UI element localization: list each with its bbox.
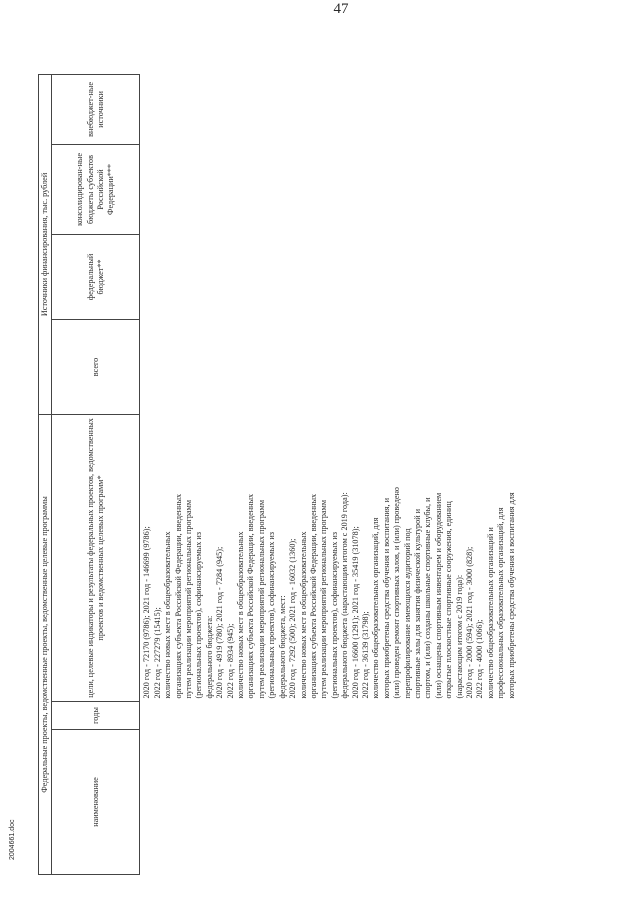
body-line: профессиональных образовательных организаций, для: [496, 507, 506, 699]
body-line: путем реализации мероприятий региональных программ: [184, 500, 194, 699]
col-consolidated-header: консолидирован-ные бюджеты субъектов Российской Федерации***: [52, 144, 140, 234]
body-line: (или) оснащены спортивным инвентарем и оборудованием: [433, 492, 443, 699]
goals-text-cell: [140, 74, 519, 701]
col-federal-header: федеральный бюджет**: [52, 234, 140, 319]
body-line: путем реализации мероприятий региональных программ: [256, 500, 266, 699]
header-group-left: Федеральные проекты, ведомственные проекты, ведомственные целевые программы: [39, 414, 52, 874]
body-line: (нарастающим итогом с 2019 года):: [454, 574, 464, 699]
body-line: перепрофилирование имеющихся аудиторий под: [402, 528, 412, 699]
body-line: количество новых мест в общеобразовательных: [163, 531, 173, 699]
body-line: 2022 год - 36139 (31798);: [360, 611, 370, 699]
header-group-row: [39, 74, 52, 874]
body-line: спортом, и (или) созданы школьные спортивные клубы, и: [423, 497, 433, 699]
body-row: [140, 74, 519, 874]
body-line: федерального бюджета, мест:: [277, 595, 287, 699]
body-line: (или) проведен ремонт спортивных залов, и (или) проведено: [392, 487, 402, 699]
body-line: количество общеобразовательных организаций и: [485, 527, 495, 699]
body-line: 2022 год - 8934 (945);: [225, 623, 235, 699]
body-line: 2020 год - 7292 (500); 2021 год - 16032 (1360);: [288, 538, 298, 699]
financing-table: [38, 74, 519, 875]
body-line: 2020 год - 4919 (780); 2021 год - 7284 (945);: [215, 546, 225, 699]
body-line: (региональных проектов), софинансируемых из: [329, 531, 339, 699]
body-line: (региональных проектов), софинансируемых из: [267, 531, 277, 699]
col-years-header: годы: [52, 702, 140, 730]
years-cell: [140, 702, 519, 730]
col-name-header: наименование: [52, 730, 140, 875]
footer-doc-code: 2004661.doc: [9, 819, 16, 860]
body-line: открытые плоскостные спортивные сооружения, единиц: [444, 501, 454, 699]
col-extra-header: внебюджет-ные источники: [52, 74, 140, 144]
body-line: (региональных проектов), софинансируемых из: [194, 531, 204, 699]
body-line: федерального бюджета (нарастающим итогом с 2019 года):: [340, 492, 350, 699]
body-line: 2022 год - 4000 (1066);: [475, 619, 485, 699]
body-line: количество новых мест в общеобразовательных: [298, 531, 308, 699]
body-line: организациях субъекта Российской Федерации, введенных: [246, 493, 256, 699]
body-line: 2020 год - 2000 (594); 2021 год - 3000 (828);: [465, 546, 474, 699]
body-line: 2020 год - 72170 (9786); 2021 год - 146699 (9786);: [142, 526, 152, 699]
body-line: федерального бюджета:: [204, 615, 214, 699]
page-number: 47: [333, 1, 349, 17]
body-line: организациях субъекта Российской Федерации, введенных: [308, 493, 318, 699]
body-line: 2022 год - 227279 (15415);: [152, 607, 162, 699]
header-columns-row: [52, 74, 140, 874]
header-group-right: Источники финансирования, тыс. рублей: [39, 74, 52, 414]
col-total-header: всего: [52, 319, 140, 414]
name-cell: [140, 730, 519, 875]
col-goals-header: цели, целевые индикаторы и результаты федеральных проектов, ведомственных проектов и ведомственных целевых программ*: [52, 414, 140, 701]
body-line: которых приобретены средства обучения и воспитания, и: [381, 497, 391, 699]
body-line: количество новых мест в общеобразовательных: [236, 531, 246, 699]
body-line: количество общеобразовательных организаций, для: [371, 517, 381, 699]
body-line: организациях субъекта Российской Федерации, введенных: [173, 493, 183, 699]
body-line: спортивные залы для занятия физической культурой и: [412, 508, 422, 699]
goals-text: [142, 77, 517, 698]
body-line: путем реализации мероприятий региональных программ: [319, 500, 329, 699]
body-line: 2020 год - 16600 (1291); 2021 год - 35419 (31078);: [350, 526, 360, 699]
rotated-table-wrapper: [38, 75, 638, 875]
body-line: которых приобретены средства обучения и воспитания для: [506, 492, 516, 699]
